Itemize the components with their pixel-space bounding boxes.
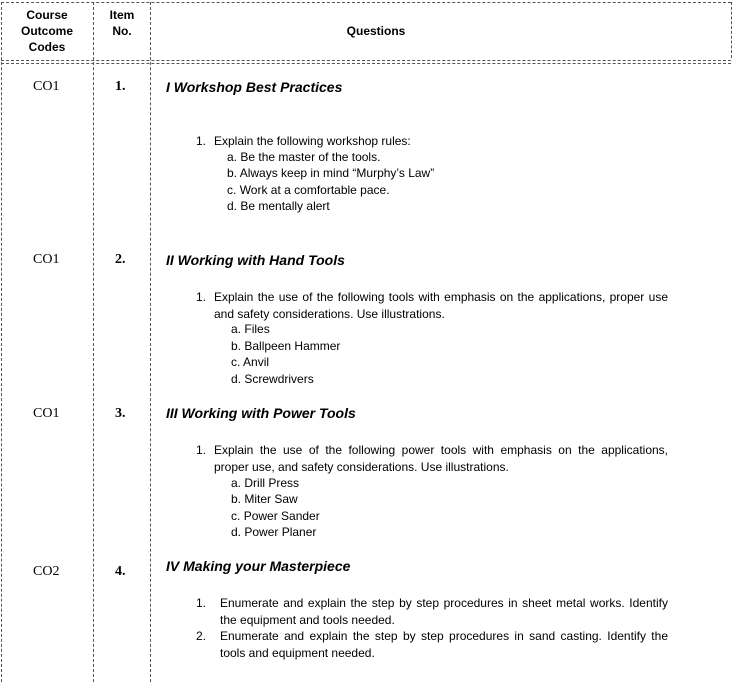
row2-question-number: 1. xyxy=(196,290,207,304)
row3-co-code: CO1 xyxy=(33,406,60,421)
row2-question: Explain the use of the following tools with emphasis on the applications, proper use and safety considerations. Use illustrations. xyxy=(214,290,668,321)
row3-section-title: III Working with Power Tools xyxy=(166,405,356,421)
list-item: d. Be mentally alert xyxy=(227,199,330,213)
row3-question-number: 1. xyxy=(196,443,207,457)
col-divider-2 xyxy=(150,2,151,682)
header-questions: Questions xyxy=(346,24,406,38)
row1-co-code: CO1 xyxy=(33,79,60,94)
row1-question-number: 1. xyxy=(196,134,207,148)
row1-section-title: I Workshop Best Practices xyxy=(166,79,343,95)
row1-item-number: 1. xyxy=(115,79,126,94)
header-bottom-border-double xyxy=(1,63,731,64)
row1-question: Explain the following workshop rules: xyxy=(214,134,411,148)
row4-co-code: CO2 xyxy=(33,564,60,579)
table-top-border xyxy=(1,2,731,3)
row4-item-number: 4. xyxy=(115,564,126,579)
header-item-no: Item No. xyxy=(109,8,135,38)
row2-co-code: CO1 xyxy=(33,252,60,267)
row4-question1: Enumerate and explain the step by step procedures in sheet metal works. Identify the equipment and tools needed. xyxy=(220,596,668,627)
list-item: b. Miter Saw xyxy=(231,492,298,506)
list-item: b. Always keep in mind “Murphy’s Law” xyxy=(227,166,435,180)
header-bottom-border xyxy=(1,60,731,61)
list-item: c. Work at a comfortable pace. xyxy=(227,183,390,197)
header-course-outcome-codes: Course Outcome Codes xyxy=(20,8,73,54)
table-right-border xyxy=(731,2,732,58)
row4-question1-number: 1. xyxy=(196,596,207,610)
list-item: c. Anvil xyxy=(231,355,270,369)
list-item: b. Ballpeen Hammer xyxy=(231,339,341,353)
list-item: d. Power Planer xyxy=(231,525,317,539)
row3-question: Explain the use of the following power tools with emphasis on the applications, proper use, and safety considerations. Use illustrations. xyxy=(214,443,668,474)
row2-item-number: 2. xyxy=(115,252,126,267)
list-item: a. Files xyxy=(231,322,270,336)
list-item: d. Screwdrivers xyxy=(231,372,314,386)
row4-question2-number: 2. xyxy=(196,629,207,643)
list-item: a. Be the master of the tools. xyxy=(227,150,381,164)
row3-item-number: 3. xyxy=(115,406,126,421)
table-left-border xyxy=(1,2,2,682)
list-item: c. Power Sander xyxy=(231,509,320,523)
row2-section-title: II Working with Hand Tools xyxy=(166,252,345,268)
row4-question2: Enumerate and explain the step by step procedures in sand casting. Identify the tools and equipment needed. xyxy=(220,629,668,660)
list-item: a. Drill Press xyxy=(231,476,300,490)
col-divider-1 xyxy=(93,2,94,682)
row4-section-title: IV Making your Masterpiece xyxy=(166,558,351,574)
